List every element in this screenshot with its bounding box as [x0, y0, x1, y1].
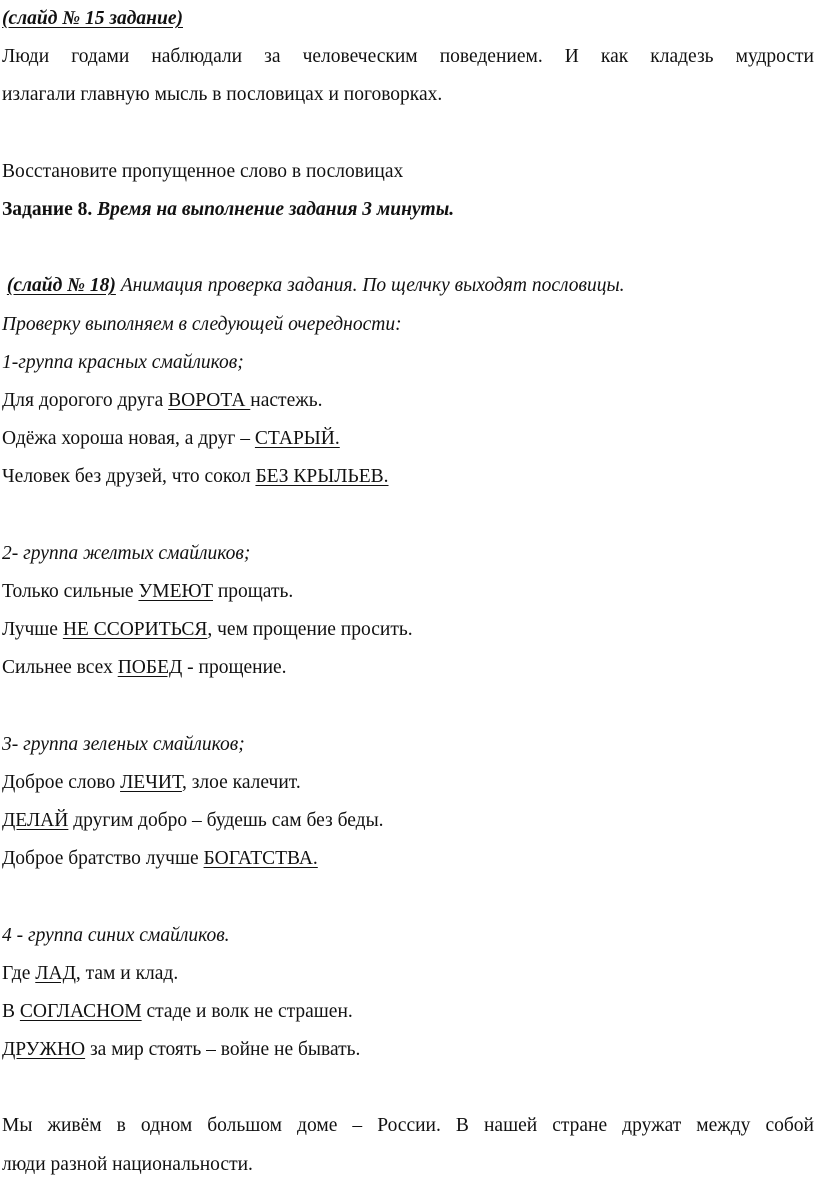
proverb-text-after: , чем прощение просить.: [207, 619, 413, 640]
slide-15-heading: [2, 0, 814, 38]
proverb-answer-word: СОГЛАСНОМ: [19, 1000, 142, 1022]
proverb-line: [2, 802, 814, 840]
proverb-line: [2, 458, 814, 496]
proverb-text-before: Одёжа хороша новая, а друг –: [2, 428, 255, 450]
check-order: Проверку выполняем в следующей очередности:: [2, 313, 402, 335]
proverb-line: [2, 573, 814, 611]
proverb-line: [2, 955, 814, 993]
groups-list: [2, 344, 814, 1108]
spacer: [2, 687, 814, 725]
spacer: [2, 1069, 814, 1107]
proverb-text-before: Лучше: [2, 619, 63, 640]
proverb-answer-word: УМЕЮТ: [138, 580, 213, 602]
proverb-text-after: за мир стоять – войне не бывать.: [85, 1039, 361, 1061]
outro-line-1: Мы живём в одном большом доме – России. В нашей стране дружат между собой: [2, 1115, 814, 1137]
proverb-line: [2, 611, 814, 649]
spacer: [2, 229, 814, 267]
proverb-text-before: Доброе братство лучше: [2, 848, 204, 870]
proverb-text-after: настежь.: [250, 389, 323, 411]
group-title: 3- группа зеленых смайликов;: [2, 733, 245, 755]
proverb-line: [2, 840, 814, 878]
proverb-answer-word: ЛАД: [35, 962, 76, 984]
proverb-text-before: Где: [2, 962, 36, 984]
group-title: 2- группа желтых смайликов;: [2, 542, 251, 564]
task-heading: [2, 191, 814, 229]
instruction: Восстановите пропущенное слово в пословицах: [2, 160, 404, 182]
proverb-line: [2, 420, 814, 458]
proverb-text-after: стаде и волк не страшен.: [141, 1000, 353, 1022]
proverb-line: [2, 1031, 814, 1069]
slide-18-text: Анимация проверка задания. По щелчку выходят пословицы.: [115, 275, 625, 297]
proverb-text-before: Только сильные: [2, 580, 139, 602]
proverb-text-before: Для дорогого друга: [2, 389, 169, 411]
proverb-line: [2, 993, 814, 1031]
slide-18-label: (слайд № 18): [6, 275, 116, 297]
slide-18-heading: [2, 267, 814, 305]
proverb-text-before: Сильнее всех: [2, 657, 118, 679]
group-title: 1-группа красных смайликов;: [2, 351, 244, 373]
slide-15-label: (слайд № 15 задание): [2, 8, 183, 29]
proverb-answer-word: ВОРОТА: [168, 389, 251, 411]
proverb-line: [2, 649, 814, 687]
proverb-text-before: Человек без друзей, что сокол: [2, 466, 256, 488]
task-time: Время на выполнение задания 3 минуты.: [92, 198, 455, 220]
proverb-answer-word: БОГАТСТВА.: [203, 848, 318, 870]
task-label: Задание 8.: [2, 198, 93, 220]
proverb-text-after: прощать.: [212, 580, 294, 602]
proverb-answer-word: ЛЕЧИТ: [120, 771, 182, 793]
proverb-answer-word: БЕЗ КРЫЛЬЕВ.: [255, 466, 389, 488]
proverb-text-after: , злое калечит.: [181, 771, 301, 793]
spacer: [2, 496, 814, 534]
outro-line-2: люди разной национальности.: [2, 1153, 253, 1175]
proverb-answer-word: СТАРЫЙ.: [254, 428, 340, 450]
proverb-text-before: В: [2, 1000, 20, 1022]
proverb-text-after: , там и клад.: [75, 962, 179, 984]
proverb-line: [2, 764, 814, 802]
spacer: [2, 115, 814, 153]
spacer: [2, 878, 814, 916]
proverb-answer-word: ПОБЕД: [117, 657, 183, 679]
proverb-text-after: другим добро – будешь сам без беды.: [68, 809, 384, 831]
proverb-answer-word: НЕ ССОРИТЬСЯ: [62, 619, 208, 640]
group-title: 4 - группа синих смайликов.: [2, 924, 230, 946]
proverb-answer-word: ДЕЛАЙ: [2, 809, 69, 831]
proverb-line: [2, 382, 814, 420]
proverb-text-after: - прощение.: [182, 657, 287, 679]
intro-line-2: излагали главную мысль в пословицах и поговорках.: [2, 84, 443, 106]
intro-line-1: Люди годами наблюдали за человеческим поведением. И как кладезь мудрости: [2, 46, 814, 68]
proverb-text-before: Доброе слово: [2, 771, 121, 793]
proverb-answer-word: ДРУЖНО: [2, 1039, 86, 1061]
